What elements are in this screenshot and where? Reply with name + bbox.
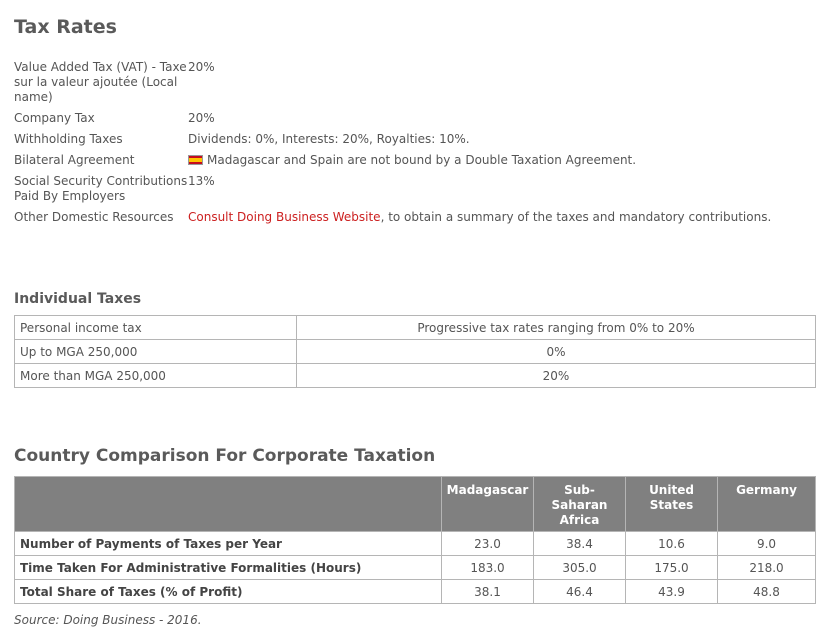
table-cell: Personal income tax (15, 316, 297, 340)
other-resources-text: , to obtain a summary of the taxes and mandatory contributions. (380, 210, 772, 224)
tax-rates-list (14, 60, 814, 231)
individual-taxes-title: Individual Taxes (14, 291, 142, 307)
comparison-title: Country Comparison For Corporate Taxation (14, 446, 436, 466)
table-cell: Up to MGA 250,000 (15, 340, 297, 364)
social-security-row (14, 174, 814, 204)
bilateral-text: Madagascar and Spain are not bound by a Double Taxation Agreement. (207, 153, 637, 167)
withholding-label: Withholding Taxes (14, 132, 123, 146)
individual-taxes-table (14, 315, 816, 388)
table-header-row (15, 477, 816, 532)
table-cell: 23.0 (442, 532, 534, 556)
table-cell: 305.0 (534, 556, 626, 580)
table-cell: 218.0 (718, 556, 816, 580)
table-cell: 48.8 (718, 580, 816, 604)
company-tax-value: 20% (188, 111, 215, 125)
table-cell: 183.0 (442, 556, 534, 580)
table-row (15, 364, 816, 388)
table-cell: 20% (297, 364, 816, 388)
other-resources-value (188, 210, 814, 225)
table-cell: Progressive tax rates ranging from 0% to 20% (297, 316, 816, 340)
column-header: Madagascar (442, 477, 534, 532)
withholding-value: Dividends: 0%, Interests: 20%, Royalties: 10%. (188, 132, 470, 146)
table-row (15, 340, 816, 364)
table-cell: 46.4 (534, 580, 626, 604)
table-cell: 175.0 (626, 556, 718, 580)
table-cell: 0% (297, 340, 816, 364)
row-label: Number of Payments of Taxes per Year (15, 532, 442, 556)
column-header: Sub-Saharan Africa (534, 477, 626, 532)
doing-business-link[interactable]: Consult Doing Business Website (188, 210, 381, 224)
tax-rates-title: Tax Rates (14, 16, 117, 38)
vat-row (14, 60, 814, 105)
table-cell: More than MGA 250,000 (15, 364, 297, 388)
table-cell: 43.9 (626, 580, 718, 604)
comparison-table (14, 476, 816, 604)
source-note: Source: Doing Business - 2016. (14, 613, 202, 627)
spain-flag-icon (188, 155, 203, 165)
row-label: Total Share of Taxes (% of Profit) (15, 580, 442, 604)
table-cell: 38.1 (442, 580, 534, 604)
table-row (15, 556, 816, 580)
vat-label: Value Added Tax (VAT) - Taxe sur la valeur ajoutée (Local name) (14, 60, 187, 104)
column-header (15, 477, 442, 532)
social-security-value: 13% (188, 174, 215, 188)
column-header: Germany (718, 477, 816, 532)
bilateral-label: Bilateral Agreement (14, 153, 135, 167)
bilateral-value (188, 153, 814, 168)
row-label: Time Taken For Administrative Formalities (Hours) (15, 556, 442, 580)
withholding-row (14, 132, 814, 147)
column-header: United States (626, 477, 718, 532)
company-tax-label: Company Tax (14, 111, 95, 125)
social-security-label: Social Security Contributions Paid By Employers (14, 174, 188, 203)
table-cell: 10.6 (626, 532, 718, 556)
table-row (15, 580, 816, 604)
other-resources-label: Other Domestic Resources (14, 210, 174, 224)
table-row (15, 316, 816, 340)
other-resources-row (14, 210, 814, 225)
table-row (15, 532, 816, 556)
table-cell: 9.0 (718, 532, 816, 556)
vat-value: 20% (188, 60, 215, 74)
company-tax-row (14, 111, 814, 126)
table-cell: 38.4 (534, 532, 626, 556)
bilateral-row (14, 153, 814, 168)
